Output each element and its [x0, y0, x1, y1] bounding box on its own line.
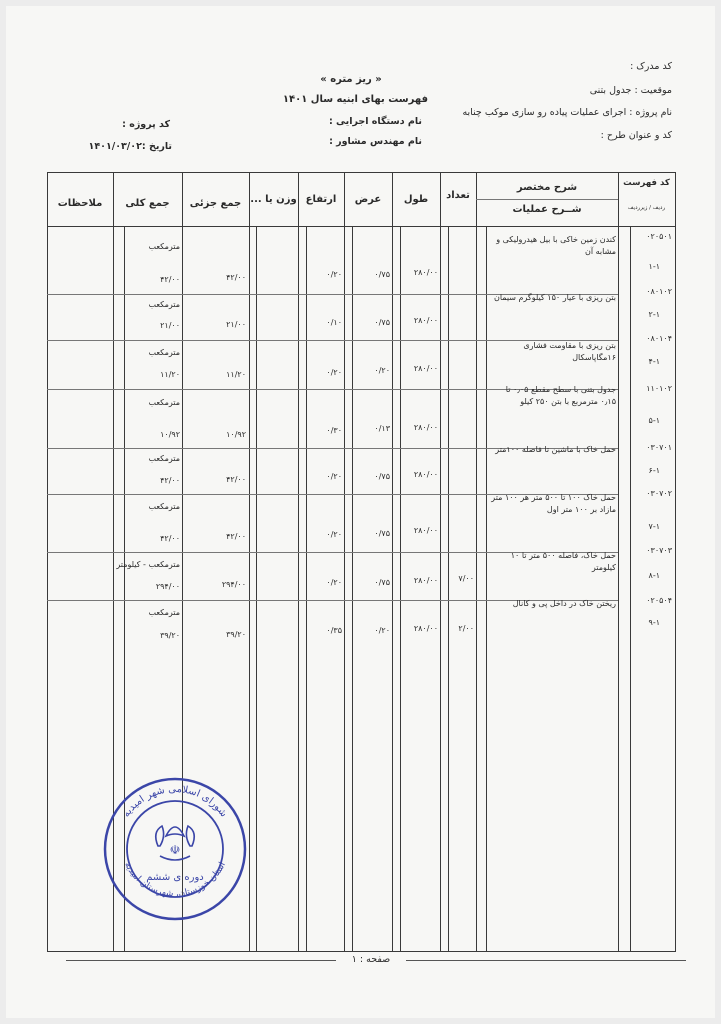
svg-text:☫: ☫: [169, 843, 181, 857]
table-header-bottom-border: [47, 226, 676, 227]
row-width: ۰/۱۳: [374, 424, 390, 433]
col-header-list-code: کد فهرست: [623, 178, 670, 188]
row-total: ۳۹/۲۰: [160, 631, 180, 640]
col-border: [344, 172, 345, 952]
col-border: [448, 226, 449, 951]
row-total: ۴۲/۰۰: [160, 275, 180, 284]
row-length: ۲۸۰/۰۰: [413, 624, 438, 633]
row-desc: کندن زمین خاکی با بیل هیدرولیکی و مشابه آن: [496, 235, 616, 256]
row-length: ۲۸۰/۰۰: [413, 316, 438, 325]
row-height: ۰/۱۰: [326, 318, 342, 327]
col-border: [298, 172, 299, 952]
row-desc: بتن ریزی با عیار ۱۵۰ کیلوگرم سیمان: [493, 293, 616, 302]
row-height: ۰/۲۰: [326, 368, 342, 377]
desc-header-divider: [476, 199, 618, 200]
row-partial: ۴۲/۰۰: [226, 273, 246, 282]
row-unit: مترمکعب: [148, 502, 180, 511]
row-width: ۰/۲۰: [374, 626, 390, 635]
stamp-mid-text: دوره ی ششم: [146, 872, 204, 883]
row-unit: مترمکعب: [148, 348, 180, 357]
table-top-border: [47, 172, 676, 173]
row-partial: ۱۱/۲۰: [226, 370, 246, 379]
row-height: ۰/۲۰: [326, 530, 342, 539]
row-code: ۰۳۰۷۰۱: [646, 443, 672, 452]
row-desc: بتن ریزی با مقاومت فشاری ۱۶مگاپاسکال: [523, 341, 616, 362]
col-border: [47, 172, 48, 952]
row-length: ۲۸۰/۰۰: [413, 364, 438, 373]
row-partial: ۲۱/۰۰: [226, 320, 246, 329]
row-width: ۰/۷۵: [374, 472, 390, 481]
row-sub: ۶-۱: [648, 466, 660, 475]
row-code: ۰۲۰۵۰۴: [646, 596, 672, 605]
row-unit: مترمکعب: [148, 454, 180, 463]
row-height: ۰/۲۰: [326, 472, 342, 481]
row-sub: ۹-۱: [648, 618, 660, 627]
row-sub: ۴-۱: [648, 357, 660, 366]
row-width: ۰/۷۵: [374, 529, 390, 538]
row-code: ۰۳۰۷۰۲: [646, 489, 672, 498]
row-code: ۱۱۰۱۰۲: [646, 384, 672, 393]
project-code-label: کد پروژه :: [122, 119, 170, 130]
row-length: ۲۸۰/۰۰: [413, 470, 438, 479]
col-header-notes: ملاحظات: [57, 198, 103, 209]
row-desc: حمل خاک ۱۰۰ تا ۵۰۰ متر هر ۱۰۰ متر مازاد بر ۱۰۰ متر اول: [491, 493, 616, 514]
doc-code-label: کد مدرک :: [630, 61, 672, 72]
row-total: ۲۹۴/۰۰: [155, 582, 180, 591]
project-name-label: نام پروژه : اجرای عملیات پیاده رو سازی موکب چنابه: [462, 107, 672, 118]
official-stamp: [100, 774, 250, 924]
row-total: ۱۰/۹۲: [160, 430, 180, 439]
col-border: [440, 172, 441, 952]
row-length: ۲۸۰/۰۰: [413, 526, 438, 535]
row-sub: ۲-۱: [648, 310, 660, 319]
row-unit: مترمکعب: [148, 398, 180, 407]
row-code: ۰۲۰۵۰۱: [646, 232, 672, 241]
row-unit: مترمکعب: [148, 300, 180, 309]
row-desc: ریختن خاک در داخل پی و کانال: [512, 599, 616, 608]
col-header-partial: جمع جزئی: [189, 198, 242, 209]
row-unit: مترمکعب - کیلومتر: [116, 560, 180, 569]
row-width: ۰/۷۵: [374, 270, 390, 279]
row-height: ۰/۲۰: [326, 578, 342, 587]
row-sub: ۵-۱: [648, 416, 660, 425]
document-subtitle: « ریز متره »: [320, 74, 382, 85]
row-count: ۲/۰۰: [458, 624, 474, 633]
col-header-count: تعداد: [446, 190, 470, 201]
row-sub: ۷-۱: [648, 522, 660, 531]
row-height: ۰/۳۵: [326, 626, 342, 635]
col-header-length: طول: [403, 194, 429, 205]
row-sub: ۸-۱: [648, 571, 660, 580]
row-length: ۲۸۰/۰۰: [413, 576, 438, 585]
consultant-label: نام مهندس مشاور :: [329, 136, 422, 147]
row-total: ۴۲/۰۰: [160, 476, 180, 485]
footer-line-right: [406, 960, 686, 961]
col-border: [476, 172, 477, 952]
row-unit: مترمکعب: [148, 242, 180, 251]
page-number: صفحه : ۱: [351, 954, 391, 965]
row-partial: ۱۰/۹۲: [226, 430, 246, 439]
row-partial: ۲۹۴/۰۰: [221, 580, 246, 589]
row-total: ۱۱/۲۰: [160, 370, 180, 379]
seal-graphic: [100, 774, 250, 924]
row-sub: ۱-۱: [648, 262, 660, 271]
col-border: [306, 226, 307, 951]
row-width: ۰/۷۵: [374, 318, 390, 327]
col-header-desc: شــرح عملیات: [512, 204, 582, 215]
document-title: فهرست بهای ابنیه سال ۱۴۰۱: [282, 94, 428, 105]
row-unit: مترمکعب: [148, 608, 180, 617]
row-width: ۰/۲۰: [374, 366, 390, 375]
table-bottom-border: [47, 951, 676, 952]
footer-line-left: [66, 960, 336, 961]
col-border: [256, 226, 257, 951]
executive-agency-label: نام دستگاه اجرایی :: [328, 116, 422, 127]
col-header-height: ارتفاع: [305, 194, 337, 205]
col-border: [352, 226, 353, 951]
col-border: [675, 172, 676, 952]
col-header-total: جمع کلی: [125, 198, 170, 209]
row-total: ۴۲/۰۰: [160, 534, 180, 543]
row-length: ۲۸۰/۰۰: [413, 423, 438, 432]
document-page: [6, 6, 715, 1018]
row-height: ۰/۳۰: [326, 426, 342, 435]
row-count: ۷/۰۰: [458, 574, 474, 583]
row-partial: ۳۹/۲۰: [226, 630, 246, 639]
stamp-bottom-text: استان خوزستان، شهرستان امیدیه: [122, 860, 228, 900]
col-border: [400, 226, 401, 951]
row-height: ۰/۲۰: [326, 270, 342, 279]
row-partial: ۴۲/۰۰: [226, 475, 246, 484]
row-desc: حمل خاک با ماشین تا فاصله ۱۰۰متر: [495, 445, 616, 454]
col-header-list-code-sub: ردیف / زیرردیف: [627, 205, 666, 211]
col-header-desc-short: شرح مختصر: [516, 182, 578, 193]
col-header-width: عرض: [354, 194, 382, 205]
col-border: [392, 172, 393, 952]
row-code: ۰۸۰۱۰۲: [646, 287, 672, 296]
stamp-top-text: شورای اسلامی شهر امیدیه: [120, 783, 230, 820]
row-total: ۲۱/۰۰: [160, 321, 180, 330]
col-border: [486, 226, 487, 951]
row-desc: حمل خاک، فاصله ۵۰۰ متر تا ۱۰ کیلومتر: [510, 551, 616, 572]
row-partial: ۴۲/۰۰: [226, 532, 246, 541]
location-label: موقعیت : جدول بتنی: [589, 85, 672, 96]
row-code: ۰۸۰۱۰۴: [646, 334, 672, 343]
col-border: [618, 172, 619, 952]
row-length: ۲۸۰/۰۰: [413, 268, 438, 277]
row-code: ۰۳۰۷۰۳: [646, 546, 672, 555]
plan-label: کد و عنوان طرح :: [600, 130, 672, 141]
col-header-weight: وزن یا ...: [250, 194, 297, 205]
date-label: تاریخ :۱۴۰۱/۰۳/۰۲: [88, 141, 172, 152]
row-desc: جدول بتنی با سطح مقطع ۰٫۰۵ تا ۰٫۱۵ مترمربع با بتن ۲۵۰ کیلو: [505, 385, 616, 406]
row-width: ۰/۷۵: [374, 578, 390, 587]
